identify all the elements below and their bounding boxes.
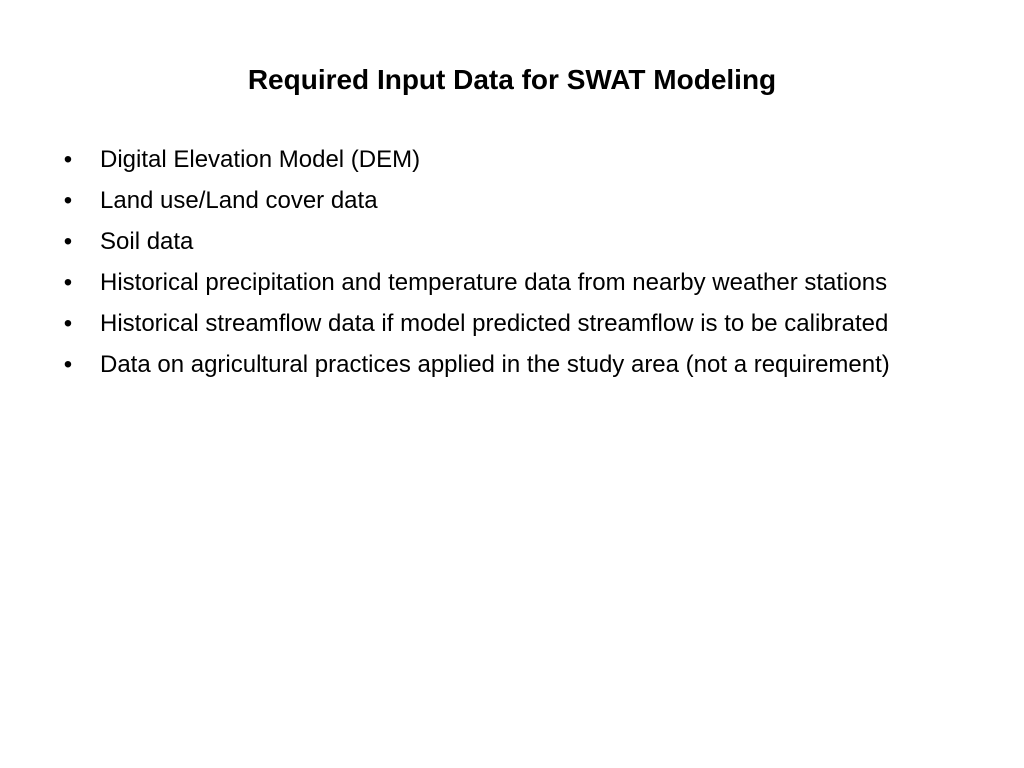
bullet-icon: • <box>63 187 73 214</box>
bullet-item-weather <box>58 266 958 300</box>
slide-title: Required Input Data for SWAT Modeling <box>247 64 777 95</box>
bullet-item-land-use <box>58 184 958 218</box>
bullet-icon: • <box>63 269 73 296</box>
bullet-text: Land use/Land cover data <box>100 187 378 214</box>
bullet-text: Data on agricultural practices applied in the study area (not a requirement) <box>100 351 890 378</box>
bullet-icon: • <box>63 351 73 378</box>
bullet-list <box>58 143 958 389</box>
bullet-text: Soil data <box>100 228 194 255</box>
bullet-item-agricultural <box>58 348 958 382</box>
bullet-item-soil <box>58 225 958 259</box>
bullet-text: Historical streamflow data if model predicted streamflow is to be calibrated <box>100 310 889 337</box>
bullet-item-streamflow <box>58 307 958 341</box>
bullet-icon: • <box>63 146 73 173</box>
bullet-item-dem <box>58 143 958 177</box>
bullet-icon: • <box>63 228 73 255</box>
bullet-text: Historical precipitation and temperature data from nearby weather stations <box>100 269 888 296</box>
bullet-icon: • <box>63 310 73 337</box>
bullet-text: Digital Elevation Model (DEM) <box>100 146 421 173</box>
